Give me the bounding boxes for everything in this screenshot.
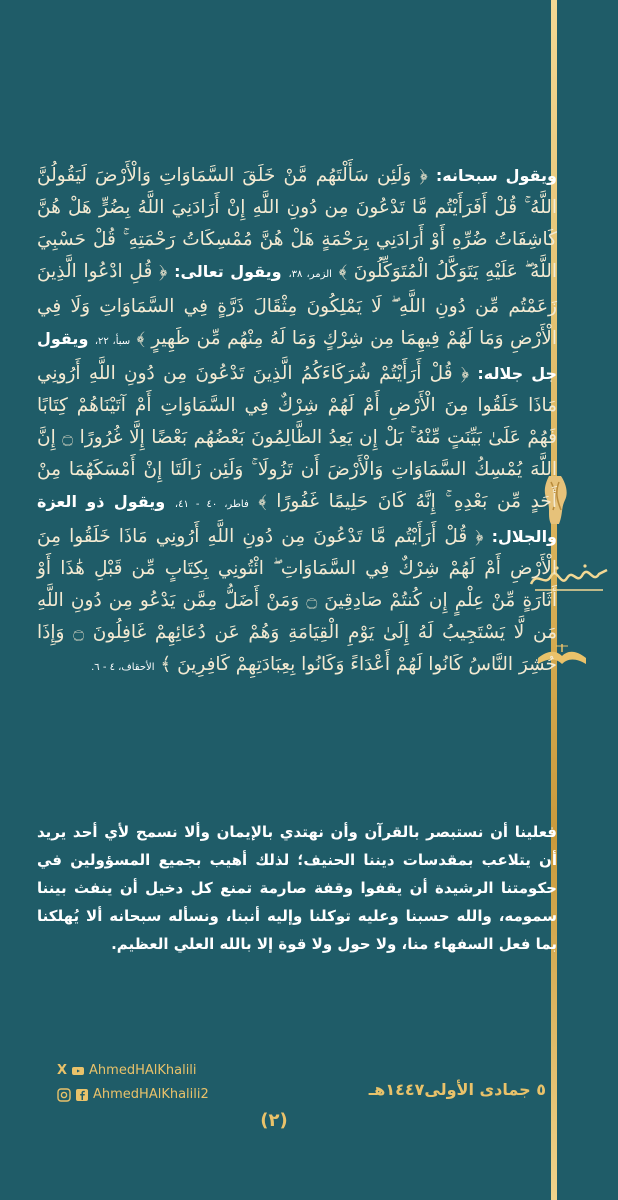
verse-reference: الأحقاف، ٤ - ٦.	[91, 662, 155, 673]
verse-reference: فاطر، ٤٠ - ٤١،	[174, 499, 249, 510]
social-handle[interactable]: AhmedHAlKhalili2	[93, 1087, 209, 1102]
youtube-icon[interactable]	[71, 1064, 85, 1078]
social-row-x-youtube	[57, 1063, 197, 1078]
hijri-date: ٥ جمادى الأولى١٤٤٧هـ	[368, 1080, 546, 1099]
verse-text: ﴿ قُلِ ادْعُوا الَّذِينَ زَعَمْتُم مِّن دُونِ اللَّهِ ۖ لَا يَمْلِكُونَ مِثْقَالَ ذَرَّةٍ فِي السَّمَاوَاتِ وَلَا فِي الْأَرْضِ وَمَا لَهُمْ فِيهِمَا مِن شِرْكٍ وَمَا لَهُ مِنْهُم مِّن ظَهِيرٍ ﴾	[37, 261, 557, 349]
social-handle[interactable]: AhmedHAlKhalili	[89, 1063, 197, 1078]
verse-text: ﴿ قُلْ أَرَأَيْتُمْ شُرَكَاءَكُمُ الَّذِينَ تَدْعُونَ مِن دُونِ اللَّهِ أَرُونِي مَاذَا خَلَقُوا مِنَ الْأَرْضِ أَمْ لَهُمْ شِرْكٌ فِي السَّمَاوَاتِ أَمْ آتَيْنَاهُمْ كِتَابًا فَهُمْ عَلَىٰ بَيِّنَتٍ مِّنْهُ ۚ بَلْ إِن يَعِدُ الظَّالِمُونَ بَعْضُهُم بَعْضًا إِلَّا غُرُورًا ۝ إِنَّ اللَّهَ يُمْسِكُ السَّمَاوَاتِ وَالْأَرْضَ أَن تَزُولَا ۚ وَلَئِن زَالَتَا إِنْ أَمْسَكَهُمَا مِنْ أَحَدٍ مِّن بَعْدِهِ ۚ إِنَّهُ كَانَ حَلِيمًا غَفُورًا ﴾	[37, 363, 557, 512]
conclusion-paragraph: فعلينا أن نستبصر بالقرآن وأن نهتدي بالإيمان وألا نسمح لأي أحد يريد أن يتلاعب بمقدسات ديننا الحنيف؛ لذلك أهيب بجميع المسؤولين في حكومتنا الرشيدة أن يقفوا وقفة صارمة تمنع كل دخيل أن ينفث بيننا سمومه، والله حسبنا وعليه توكلنا وإليه أنبنا، ونسأله سبحانه ألا يُهلكنا بما فعل السفهاء منا، ولا حول ولا قوة إلا بالله العلي العظيم.	[37, 823, 557, 953]
verse-paragraph	[37, 160, 557, 684]
social-row-instagram-facebook	[57, 1087, 209, 1102]
intro-text: ويقول سبحانه:	[435, 166, 557, 185]
verse-reference: سبأ، ٢٢،	[94, 336, 131, 347]
verse-reference: الزمر، ٣٨،	[288, 269, 332, 280]
x-icon[interactable]: X	[57, 1063, 68, 1078]
verse-text: ﴿ وَلَئِن سَأَلْتَهُم مَّنْ خَلَقَ السَّمَاوَاتِ وَالْأَرْضَ لَيَقُولُنَّ اللَّهُ ۚ قُلْ أَفَرَأَيْتُم مَّا تَدْعُونَ مِن دُونِ اللَّهِ إِنْ أَرَادَنِيَ اللَّهُ بِضُرٍّ هَلْ هُنَّ كَاشِفَاتُ ضُرِّهِ أَوْ أَرَادَنِي بِرَحْمَةٍ هَلْ هُنَّ مُمْسِكَاتُ رَحْمَتِهِ ۚ قُلْ حَسْبِيَ اللَّهُ ۖ عَلَيْهِ يَتَوَكَّلُ الْمُتَوَكِّلُونَ ﴾	[37, 165, 558, 282]
verse-text: ﴿ قُلْ أَرَأَيْتُم مَّا تَدْعُونَ مِن دُونِ اللَّهِ أَرُونِي مَاذَا خَلَقُوا مِنَ الْأَرْضِ أَمْ لَهُمْ شِرْكٌ فِي السَّمَاوَاتِ ۖ ائْتُونِي بِكِتَابٍ مِّن قَبْلِ هَٰذَا أَوْ أَثَارَةٍ مِّنْ عِلْمٍ إِن كُنتُمْ صَادِقِينَ ۝ وَمَنْ أَضَلُّ مِمَّن يَدْعُو مِن دُونِ اللَّهِ مَن لَّا يَسْتَجِيبُ لَهُ إِلَىٰ يَوْمِ الْقِيَامَةِ وَهُمْ عَن دُعَائِهِمْ غَافِلُونَ ۝ وَإِذَا حُشِرَ النَّاسُ كَانُوا لَهُمْ أَعْدَاءً وَكَانُوا بِعِبَادَتِهِمْ كَافِرِينَ ﴾	[37, 526, 557, 675]
facebook-icon[interactable]	[75, 1088, 89, 1102]
instagram-icon[interactable]	[57, 1088, 71, 1102]
quran-verses-block	[37, 160, 557, 684]
intro-text: ويقول ذو العزة والجلال:	[37, 492, 557, 546]
intro-text: ويقول تعالى:	[174, 262, 282, 281]
page-number: (٢)	[260, 1110, 288, 1131]
intro-text: ويقول جل جلاله:	[37, 329, 557, 383]
